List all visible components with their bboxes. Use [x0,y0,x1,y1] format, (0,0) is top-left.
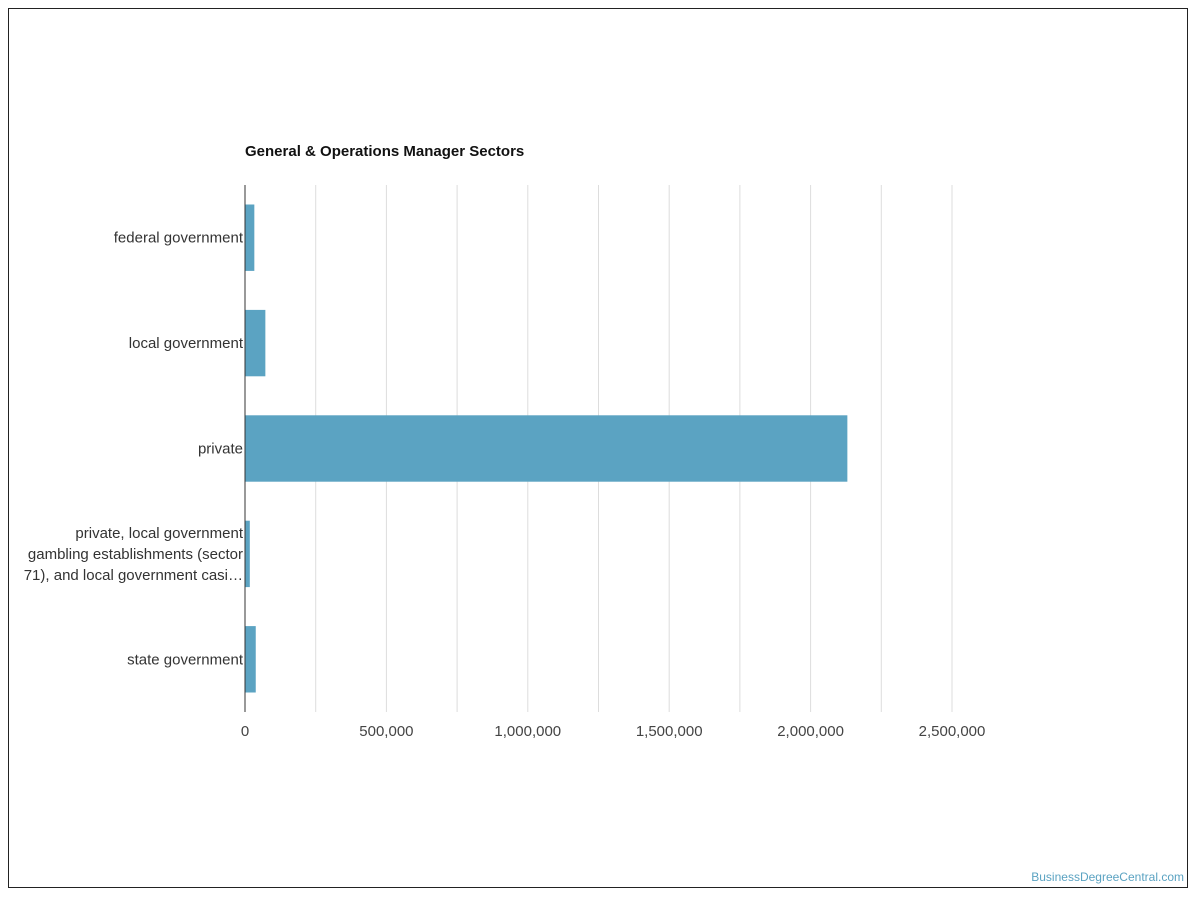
category-label: private [197,440,243,458]
x-tick-label: 0 [240,723,250,740]
category-label: gambling establishments (sector [27,545,243,563]
bar [245,204,254,270]
source-credit[interactable]: BusinessDegreeCentral.com [1031,870,1184,884]
chart-title: General & Operations Manager Sectors [245,143,525,160]
category-label: local government [128,335,243,353]
x-tick-label: 2,000,000 [777,723,844,740]
bar [245,415,847,481]
category-label: 71), and local government casi… [23,566,243,584]
x-tick-label: 2,500,000 [918,723,986,740]
x-tick-label: 500,000 [359,723,414,740]
bar [245,310,265,376]
category-label: private, local government [75,524,243,542]
x-tick-label: 1,500,000 [635,723,703,740]
x-tick-label: 1,000,000 [494,723,562,740]
bar [245,521,250,587]
category-label: federal government [113,229,243,247]
category-label: state government [127,651,243,669]
bar [245,626,256,692]
